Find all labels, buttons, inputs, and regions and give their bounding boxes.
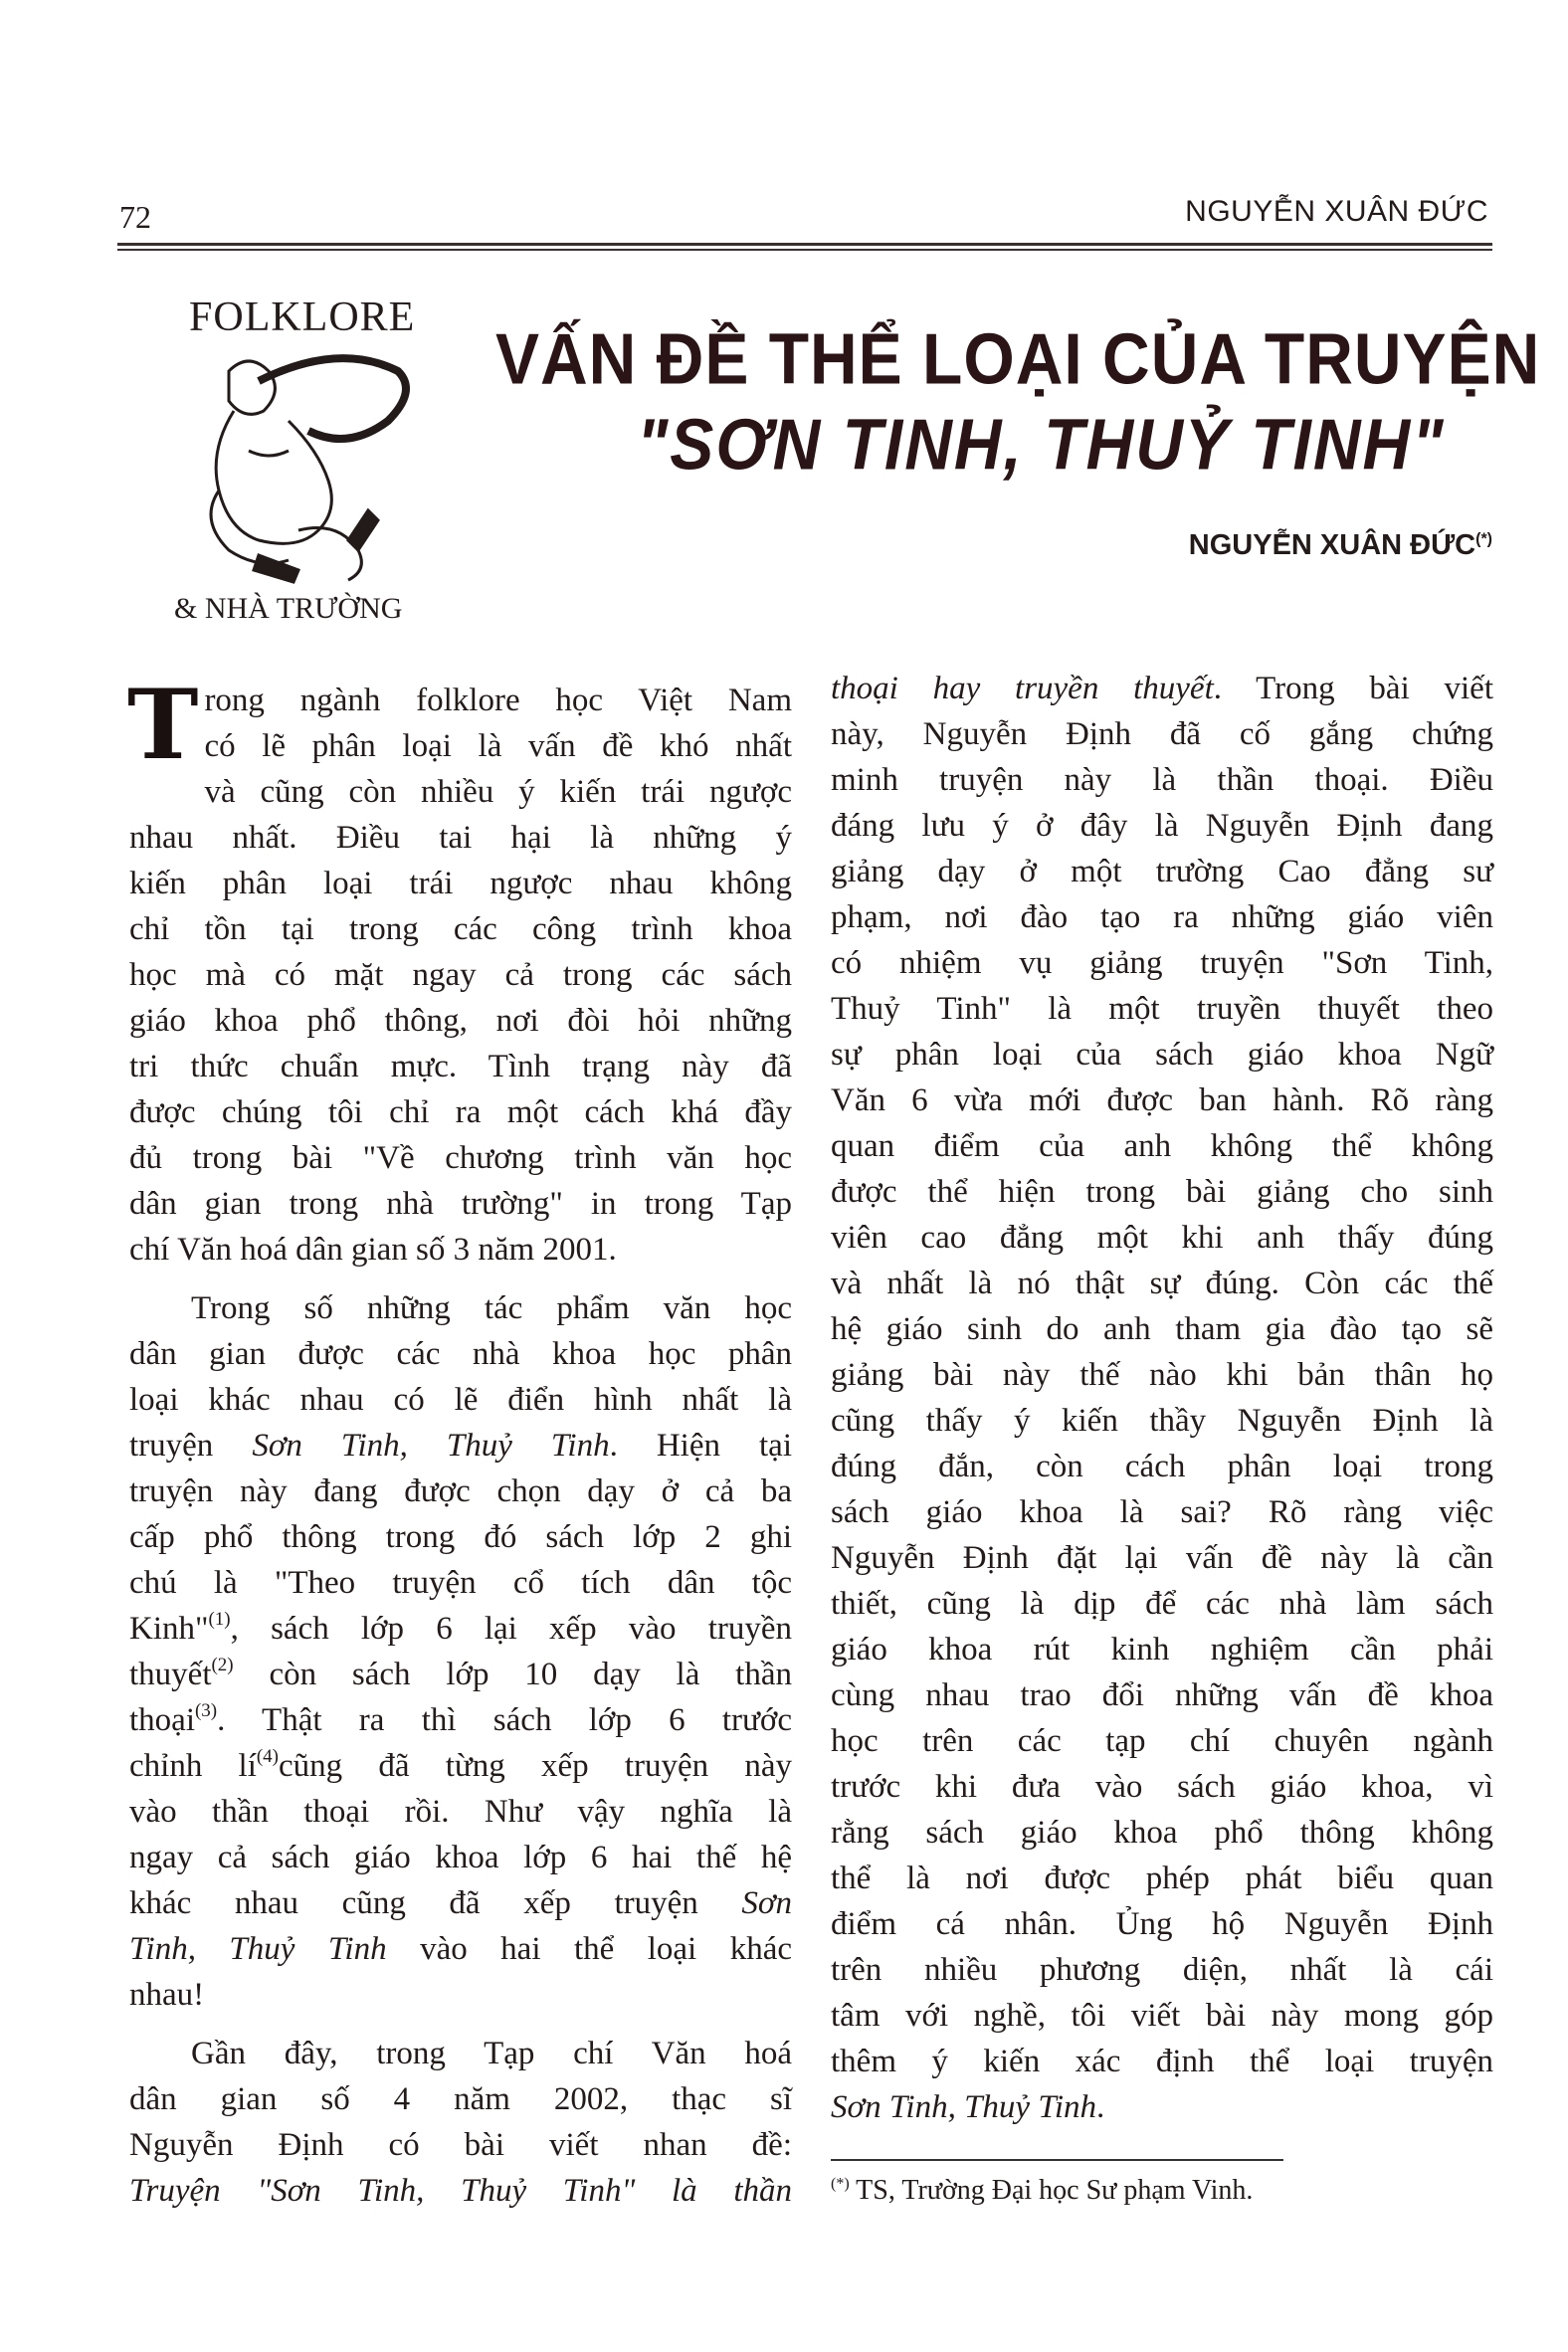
footnote-reference: (3) (194, 1700, 218, 1721)
text-line (129, 1423, 792, 1469)
footnote-reference: (2) (211, 1655, 234, 1675)
author-footnote-mark: (*) (1475, 530, 1492, 548)
text-line (831, 894, 1493, 940)
text-line (129, 1331, 792, 1377)
text-line (831, 1032, 1493, 1078)
page-number: 72 (119, 199, 151, 235)
text-segment: vào thần thoại rồi. Như vậy nghĩa là (129, 1794, 792, 1830)
italic-text: Sơn Tinh, Thuỷ Tinh (252, 1428, 610, 1464)
text-line (831, 1627, 1493, 1672)
running-head: NGUYỄN XUÂN ĐỨC (1185, 195, 1488, 228)
text-line (831, 2084, 1493, 2130)
italic-text: Truyện "Sơn Tinh, Thuỷ Tinh" là thần (129, 2173, 792, 2209)
text-segment: tri thức chuẩn mực. Tình trạng này đã (129, 1049, 792, 1084)
body-column-left (127, 669, 792, 2227)
author-name: NGUYỄN XUÂN ĐỨC (1188, 529, 1476, 561)
text-segment: cùng nhau trao đổi những vấn đề khoa (831, 1677, 1493, 1713)
text-segment: thể là nơi được phép phát biểu quan (831, 1861, 1493, 1896)
text-line (129, 1469, 792, 1514)
text-segment: khác nhau cũng đã xếp truyện (129, 1885, 742, 1921)
footnote-reference: (4) (256, 1746, 280, 1767)
text-segment: Nguyễn Định đặt lại vấn đề này là cần (831, 1540, 1493, 1576)
text-line (129, 952, 792, 998)
text-segment: Kinh" (129, 1611, 209, 1647)
text-segment: chí Văn hoá dân gian số 3 năm 2001. (129, 1232, 617, 1268)
text-segment: này, Nguyễn Định đã cố gắng chứng (831, 716, 1493, 752)
text-segment: dân gian được các nhà khoa học phân (129, 1336, 792, 1372)
text-line (129, 1697, 792, 1743)
text-segment: giảng bài này thế nào khi bản thân họ (831, 1357, 1493, 1393)
text-line (831, 757, 1493, 803)
text-line (129, 1652, 792, 1697)
text-line (831, 1764, 1493, 1810)
paragraph (831, 666, 1493, 2130)
text-line (129, 1972, 792, 2018)
text-line (129, 1377, 792, 1423)
text-segment: quan điểm của anh không thể không (831, 1128, 1493, 1164)
text-line (831, 986, 1493, 1032)
text-segment: Nguyễn Định có bài viết nhan đề: (129, 2127, 792, 2163)
footnote (831, 2175, 1253, 2207)
text-segment: và cũng còn nhiều ý kiến trái ngược (204, 774, 792, 810)
text-line (831, 711, 1493, 757)
text-segment: đúng đắn, còn cách phân loại trong (831, 1449, 1493, 1484)
text-line (129, 815, 792, 861)
text-segment: truyện này đang được chọn dạy ở cả ba (129, 1473, 792, 1509)
text-line (831, 1123, 1493, 1169)
text-line (129, 906, 792, 952)
article-title-line-1: VẤN ĐỀ THỂ LOẠI CỦA TRUYỆN (495, 317, 1541, 399)
text-line (831, 1672, 1493, 1718)
text-segment: học mà có mặt ngay cả trong các sách (129, 957, 792, 993)
text-line (831, 1261, 1493, 1306)
text-segment: thiết, cũng là dịp để các nhà làm sách (831, 1586, 1493, 1622)
text-line (129, 1514, 792, 1560)
text-line (129, 1044, 792, 1089)
text-segment: , sách lớp 6 lại xếp vào truyền (230, 1611, 792, 1647)
text-line (831, 1856, 1493, 1901)
text-segment: thêm ý kiến xác định thể loại truyện (831, 2044, 1493, 2079)
text-segment: rong ngành folklore học Việt Nam (204, 683, 792, 718)
text-segment: nhau nhất. Điều tai hại là những ý (129, 820, 792, 856)
text-line (129, 1181, 792, 1227)
text-segment: nhau! (129, 1977, 205, 2013)
text-segment: được chúng tôi chỉ ra một cách khá đầy (129, 1094, 792, 1130)
footnote-reference: (1) (208, 1609, 231, 1630)
text-segment: điểm cá nhân. Ủng hộ Nguyễn Định (831, 1906, 1493, 1942)
footnote-mark: (*) (831, 2175, 850, 2193)
text-segment: chú là "Theo truyện cổ tích dân tộc (129, 1565, 792, 1601)
italic-text: Sơn Tinh, Thuỷ Tinh (831, 2089, 1097, 2125)
text-segment: Trong số những tác phẩm văn học (191, 1290, 792, 1326)
text-segment: truyện (129, 1428, 253, 1464)
text-line (831, 1352, 1493, 1398)
italic-text: Tinh, Thuỷ Tinh (129, 1931, 387, 1967)
text-segment: kiến phân loại trái ngược nhau không (129, 866, 792, 901)
article-title-line-2: "SƠN TINH, THUỶ TINH" (637, 403, 1446, 485)
text-segment: . Trong bài viết (1213, 671, 1493, 706)
text-segment: . Hiện tại (609, 1428, 792, 1464)
paragraph (127, 669, 792, 1273)
text-segment: có nhiệm vụ giảng truyện "Sơn Tinh, (831, 945, 1493, 981)
text-segment: Thuỷ Tinh" là một truyền thuyết theo (831, 991, 1493, 1027)
text-line (831, 1810, 1493, 1856)
text-segment: cũng thấy ý kiến thầy Nguyễn Định là (831, 1403, 1493, 1439)
text-line (831, 1489, 1493, 1535)
text-segment: còn sách lớp 10 dạy là thần (233, 1657, 792, 1692)
text-segment: thoại (129, 1702, 195, 1738)
text-segment: được thể hiện trong bài giảng cho sinh (831, 1174, 1493, 1210)
header-rule-2 (117, 249, 1492, 251)
text-line (831, 1215, 1493, 1261)
text-line (831, 2039, 1493, 2084)
text-segment: có lẽ phân loại là vấn đề khó nhất (204, 728, 792, 764)
text-line (831, 1306, 1493, 1352)
text-segment: rằng sách giáo khoa phổ thông không (831, 1815, 1493, 1851)
logo-top-text: FOLKLORE (189, 294, 416, 340)
text-line (129, 1743, 792, 1789)
text-line (831, 940, 1493, 986)
text-line (129, 1285, 792, 1331)
text-segment: . Thật ra thì sách lớp 6 trước (217, 1702, 792, 1738)
text-segment: giáo khoa rút kinh nghiệm cần phải (831, 1632, 1493, 1667)
text-segment: trên nhiều phương diện, nhất là cái (831, 1952, 1493, 1988)
author-byline (1189, 529, 1492, 562)
text-line (129, 2168, 792, 2214)
text-line (831, 1444, 1493, 1489)
text-line (831, 1535, 1493, 1581)
text-line (129, 998, 792, 1044)
text-line (831, 1581, 1493, 1627)
folk-figure-illustration (189, 341, 428, 590)
text-line (129, 1089, 792, 1135)
text-line (129, 678, 792, 723)
text-line (831, 803, 1493, 849)
footnote-rule (831, 2159, 1283, 2161)
text-segment: sự phân loại của sách giáo khoa Ngữ (831, 1037, 1493, 1073)
text-line (129, 1880, 792, 1926)
footnote-text: TS, Trường Đại học Sư phạm Vinh. (849, 2175, 1254, 2206)
text-segment: tâm với nghề, tôi viết bài này mong góp (831, 1998, 1493, 2034)
body-column-right (831, 666, 1493, 2143)
text-segment: loại khác nhau có lẽ điển hình nhất là (129, 1382, 792, 1418)
text-line (831, 666, 1493, 711)
text-line (129, 723, 792, 769)
text-segment: hệ giáo sinh do anh tham gia đào tạo sẽ (831, 1311, 1493, 1347)
italic-text: thoại hay truyền thuyết (831, 671, 1214, 706)
text-line (129, 1560, 792, 1606)
text-segment: học trên các tạp chí chuyên ngành (831, 1723, 1493, 1759)
text-line (129, 2031, 792, 2076)
text-segment: ngay cả sách giáo khoa lớp 6 hai thế hệ (129, 1840, 792, 1875)
text-line (831, 1947, 1493, 1993)
text-line (129, 2076, 792, 2122)
text-segment: giảng dạy ở một trường Cao đẳng sư (831, 854, 1493, 889)
text-segment: sách giáo khoa là sai? Rõ ràng việc (831, 1494, 1493, 1530)
text-segment: cấp phổ thông trong đó sách lớp 2 ghi (129, 1519, 792, 1555)
text-line (831, 1169, 1493, 1215)
text-segment: Văn 6 vừa mới được ban hành. Rõ ràng (831, 1082, 1493, 1118)
text-segment: Gần đây, trong Tạp chí Văn hoá (191, 2036, 792, 2071)
text-line (129, 1926, 792, 1972)
text-line (129, 1606, 792, 1652)
paragraph (129, 1285, 792, 2018)
text-segment: đủ trong bài "Về chương trình văn học (129, 1140, 792, 1176)
text-line (831, 1078, 1493, 1123)
text-line (129, 861, 792, 906)
paragraph (129, 2031, 792, 2214)
text-segment: chỉ tồn tại trong các công trình khoa (129, 911, 792, 947)
text-line (831, 849, 1493, 894)
drop-cap: T (127, 669, 199, 781)
text-line (129, 769, 792, 815)
text-segment: viên cao đẳng một khi anh thấy đúng (831, 1220, 1493, 1256)
logo-bottom-text: & NHÀ TRƯỜNG (174, 592, 403, 625)
text-line (129, 1835, 792, 1880)
text-segment: phạm, nơi đào tạo ra những giáo viên (831, 899, 1493, 935)
text-line (129, 1227, 792, 1273)
text-segment: dân gian trong nhà trường" in trong Tạp (129, 1186, 792, 1222)
text-segment: thuyết (129, 1657, 212, 1692)
text-line (129, 1789, 792, 1835)
text-segment: cũng đã từng xếp truyện này (279, 1748, 792, 1784)
text-segment: và nhất là nó thật sự đúng. Còn các thế (831, 1266, 1493, 1301)
text-segment: vào hai thể loại khác (386, 1931, 792, 1967)
text-line (831, 1901, 1493, 1947)
header-rule (117, 243, 1492, 246)
text-segment: đáng lưu ý ở đây là Nguyễn Định đang (831, 808, 1493, 844)
text-line (831, 1398, 1493, 1444)
text-line (831, 1993, 1493, 2039)
text-segment: trước khi đưa vào sách giáo khoa, vì (831, 1769, 1493, 1805)
italic-text: Sơn (741, 1885, 792, 1921)
text-line (129, 1135, 792, 1181)
text-segment: minh truyện này là thần thoại. Điều (831, 762, 1493, 798)
text-segment: . (1096, 2089, 1105, 2125)
text-line (831, 1718, 1493, 1764)
folklore-logo (159, 294, 438, 637)
text-segment: giáo khoa phổ thông, nơi đòi hỏi những (129, 1003, 792, 1039)
text-segment: chỉnh lí (129, 1748, 257, 1784)
text-line (129, 2122, 792, 2168)
text-segment: dân gian số 4 năm 2002, thạc sĩ (129, 2081, 792, 2117)
